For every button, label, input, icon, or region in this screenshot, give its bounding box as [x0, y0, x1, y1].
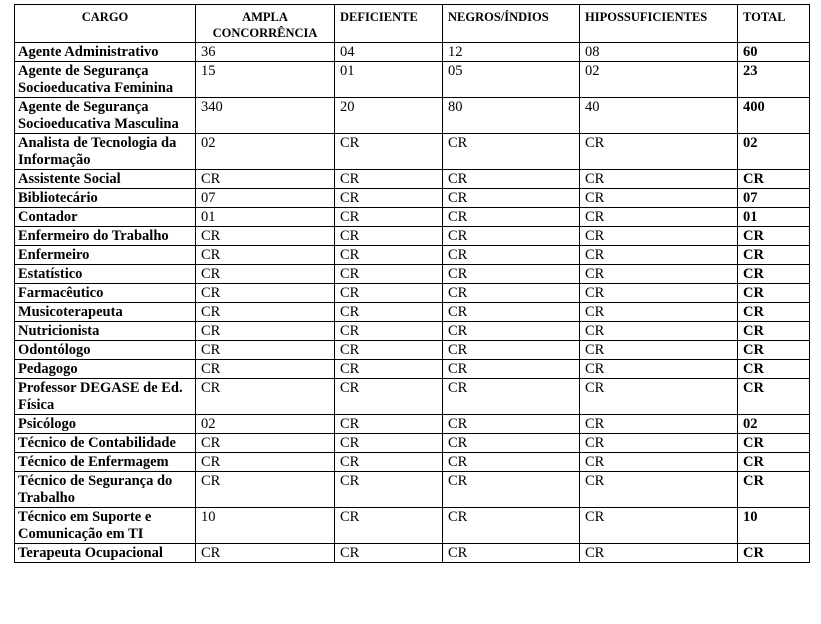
- cell-ampla-concorrencia: 02: [196, 134, 335, 170]
- table-row: [15, 246, 810, 265]
- cell-cargo: Agente de Segurança Socioeducativa Feminina: [15, 62, 196, 98]
- table-body: [15, 43, 810, 563]
- cell-cargo: Terapeuta Ocupacional: [15, 544, 196, 563]
- cell-ampla-concorrencia: CR: [196, 341, 335, 360]
- cell-deficiente: CR: [335, 341, 443, 360]
- cell-ampla-concorrencia: CR: [196, 544, 335, 563]
- cell-ampla-concorrencia: CR: [196, 265, 335, 284]
- cell-hipossuficientes: CR: [580, 508, 738, 544]
- cell-hipossuficientes: CR: [580, 170, 738, 189]
- cell-deficiente: CR: [335, 265, 443, 284]
- cell-hipossuficientes: CR: [580, 360, 738, 379]
- cell-negros-indios: CR: [443, 341, 580, 360]
- cell-negros-indios: CR: [443, 472, 580, 508]
- cell-negros-indios: CR: [443, 322, 580, 341]
- cell-negros-indios: CR: [443, 508, 580, 544]
- cell-total: CR: [738, 322, 810, 341]
- table-row: [15, 170, 810, 189]
- cell-hipossuficientes: CR: [580, 415, 738, 434]
- cell-cargo: Bibliotecário: [15, 189, 196, 208]
- cell-deficiente: CR: [335, 379, 443, 415]
- cell-cargo: Agente de Segurança Socioeducativa Masculina: [15, 98, 196, 134]
- table-row: [15, 134, 810, 170]
- cell-ampla-concorrencia: CR: [196, 434, 335, 453]
- cell-hipossuficientes: CR: [580, 208, 738, 227]
- table-row: [15, 303, 810, 322]
- cell-hipossuficientes: CR: [580, 472, 738, 508]
- cell-cargo: Enfermeiro do Trabalho: [15, 227, 196, 246]
- cell-hipossuficientes: CR: [580, 227, 738, 246]
- table-header-row: [15, 5, 810, 43]
- cell-total: CR: [738, 170, 810, 189]
- table-row: [15, 341, 810, 360]
- cell-total: 60: [738, 43, 810, 62]
- table-row: [15, 98, 810, 134]
- vacancy-table: [14, 4, 810, 563]
- cell-hipossuficientes: CR: [580, 134, 738, 170]
- cell-negros-indios: CR: [443, 208, 580, 227]
- header-ampla-concorrencia: AMPLA CONCORRÊNCIA: [196, 5, 335, 43]
- cell-negros-indios: CR: [443, 284, 580, 303]
- table-row: [15, 453, 810, 472]
- cell-hipossuficientes: CR: [580, 246, 738, 265]
- cell-cargo: Técnico em Suporte e Comunicação em TI: [15, 508, 196, 544]
- cell-ampla-concorrencia: 340: [196, 98, 335, 134]
- table-row: [15, 208, 810, 227]
- cell-ampla-concorrencia: 02: [196, 415, 335, 434]
- cell-ampla-concorrencia: 07: [196, 189, 335, 208]
- header-negros-indios: NEGROS/ÍNDIOS: [443, 5, 580, 43]
- cell-total: CR: [738, 360, 810, 379]
- table-row: [15, 43, 810, 62]
- cell-cargo: Agente Administrativo: [15, 43, 196, 62]
- cell-negros-indios: CR: [443, 134, 580, 170]
- cell-total: CR: [738, 227, 810, 246]
- cell-negros-indios: CR: [443, 170, 580, 189]
- cell-hipossuficientes: CR: [580, 322, 738, 341]
- cell-total: 02: [738, 134, 810, 170]
- cell-deficiente: 04: [335, 43, 443, 62]
- table-row: [15, 415, 810, 434]
- cell-cargo: Professor DEGASE de Ed. Física: [15, 379, 196, 415]
- cell-deficiente: CR: [335, 208, 443, 227]
- cell-total: CR: [738, 453, 810, 472]
- cell-cargo: Técnico de Segurança do Trabalho: [15, 472, 196, 508]
- cell-cargo: Enfermeiro: [15, 246, 196, 265]
- table-row: [15, 544, 810, 563]
- cell-deficiente: CR: [335, 246, 443, 265]
- cell-hipossuficientes: CR: [580, 265, 738, 284]
- cell-negros-indios: CR: [443, 189, 580, 208]
- table-row: [15, 227, 810, 246]
- cell-total: CR: [738, 472, 810, 508]
- cell-hipossuficientes: CR: [580, 341, 738, 360]
- cell-cargo: Assistente Social: [15, 170, 196, 189]
- cell-cargo: Técnico de Enfermagem: [15, 453, 196, 472]
- cell-negros-indios: CR: [443, 303, 580, 322]
- cell-deficiente: CR: [335, 322, 443, 341]
- cell-hipossuficientes: 40: [580, 98, 738, 134]
- cell-deficiente: CR: [335, 453, 443, 472]
- table-row: [15, 62, 810, 98]
- cell-hipossuficientes: CR: [580, 189, 738, 208]
- cell-negros-indios: CR: [443, 434, 580, 453]
- cell-deficiente: CR: [335, 508, 443, 544]
- cell-cargo: Analista de Tecnologia da Informação: [15, 134, 196, 170]
- cell-total: CR: [738, 284, 810, 303]
- cell-ampla-concorrencia: CR: [196, 227, 335, 246]
- cell-deficiente: 01: [335, 62, 443, 98]
- cell-hipossuficientes: 08: [580, 43, 738, 62]
- cell-total: 02: [738, 415, 810, 434]
- header-cargo: CARGO: [15, 5, 196, 43]
- table-row: [15, 434, 810, 453]
- cell-ampla-concorrencia: CR: [196, 453, 335, 472]
- table-row: [15, 189, 810, 208]
- cell-negros-indios: CR: [443, 265, 580, 284]
- cell-total: CR: [738, 434, 810, 453]
- cell-negros-indios: CR: [443, 453, 580, 472]
- cell-cargo: Técnico de Contabilidade: [15, 434, 196, 453]
- cell-ampla-concorrencia: CR: [196, 379, 335, 415]
- cell-hipossuficientes: CR: [580, 544, 738, 563]
- cell-hipossuficientes: CR: [580, 453, 738, 472]
- cell-negros-indios: CR: [443, 379, 580, 415]
- cell-total: CR: [738, 544, 810, 563]
- table-row: [15, 379, 810, 415]
- cell-ampla-concorrencia: CR: [196, 284, 335, 303]
- cell-negros-indios: CR: [443, 415, 580, 434]
- cell-ampla-concorrencia: 01: [196, 208, 335, 227]
- cell-ampla-concorrencia: CR: [196, 170, 335, 189]
- cell-hipossuficientes: 02: [580, 62, 738, 98]
- cell-negros-indios: 12: [443, 43, 580, 62]
- header-total: TOTAL: [738, 5, 810, 43]
- cell-negros-indios: 80: [443, 98, 580, 134]
- cell-deficiente: CR: [335, 472, 443, 508]
- cell-total: 10: [738, 508, 810, 544]
- cell-total: CR: [738, 341, 810, 360]
- cell-deficiente: 20: [335, 98, 443, 134]
- cell-deficiente: CR: [335, 284, 443, 303]
- cell-negros-indios: CR: [443, 246, 580, 265]
- table-row: [15, 265, 810, 284]
- table-row: [15, 284, 810, 303]
- vacancy-table-container: [14, 4, 810, 563]
- cell-ampla-concorrencia: CR: [196, 303, 335, 322]
- cell-hipossuficientes: CR: [580, 379, 738, 415]
- cell-ampla-concorrencia: 36: [196, 43, 335, 62]
- cell-cargo: Estatístico: [15, 265, 196, 284]
- cell-cargo: Nutricionista: [15, 322, 196, 341]
- cell-ampla-concorrencia: CR: [196, 472, 335, 508]
- cell-ampla-concorrencia: 10: [196, 508, 335, 544]
- header-hipossuficientes: HIPOSSUFICIENTES: [580, 5, 738, 43]
- cell-deficiente: CR: [335, 189, 443, 208]
- cell-ampla-concorrencia: CR: [196, 246, 335, 265]
- table-row: [15, 472, 810, 508]
- cell-total: 01: [738, 208, 810, 227]
- cell-deficiente: CR: [335, 303, 443, 322]
- cell-deficiente: CR: [335, 544, 443, 563]
- cell-hipossuficientes: CR: [580, 284, 738, 303]
- table-row: [15, 508, 810, 544]
- cell-deficiente: CR: [335, 360, 443, 379]
- cell-cargo: Farmacêutico: [15, 284, 196, 303]
- table-row: [15, 322, 810, 341]
- cell-total: 23: [738, 62, 810, 98]
- cell-hipossuficientes: CR: [580, 434, 738, 453]
- cell-ampla-concorrencia: CR: [196, 360, 335, 379]
- cell-cargo: Contador: [15, 208, 196, 227]
- cell-deficiente: CR: [335, 434, 443, 453]
- cell-total: CR: [738, 246, 810, 265]
- cell-cargo: Musicoterapeuta: [15, 303, 196, 322]
- cell-hipossuficientes: CR: [580, 303, 738, 322]
- cell-cargo: Pedagogo: [15, 360, 196, 379]
- cell-cargo: Psicólogo: [15, 415, 196, 434]
- cell-cargo: Odontólogo: [15, 341, 196, 360]
- table-row: [15, 360, 810, 379]
- cell-deficiente: CR: [335, 170, 443, 189]
- cell-deficiente: CR: [335, 227, 443, 246]
- cell-deficiente: CR: [335, 134, 443, 170]
- cell-negros-indios: 05: [443, 62, 580, 98]
- cell-total: CR: [738, 265, 810, 284]
- cell-negros-indios: CR: [443, 227, 580, 246]
- cell-total: CR: [738, 303, 810, 322]
- cell-total: 400: [738, 98, 810, 134]
- cell-ampla-concorrencia: 15: [196, 62, 335, 98]
- cell-total: 07: [738, 189, 810, 208]
- cell-deficiente: CR: [335, 415, 443, 434]
- cell-negros-indios: CR: [443, 360, 580, 379]
- cell-total: CR: [738, 379, 810, 415]
- header-deficiente: DEFICIENTE: [335, 5, 443, 43]
- cell-ampla-concorrencia: CR: [196, 322, 335, 341]
- cell-negros-indios: CR: [443, 544, 580, 563]
